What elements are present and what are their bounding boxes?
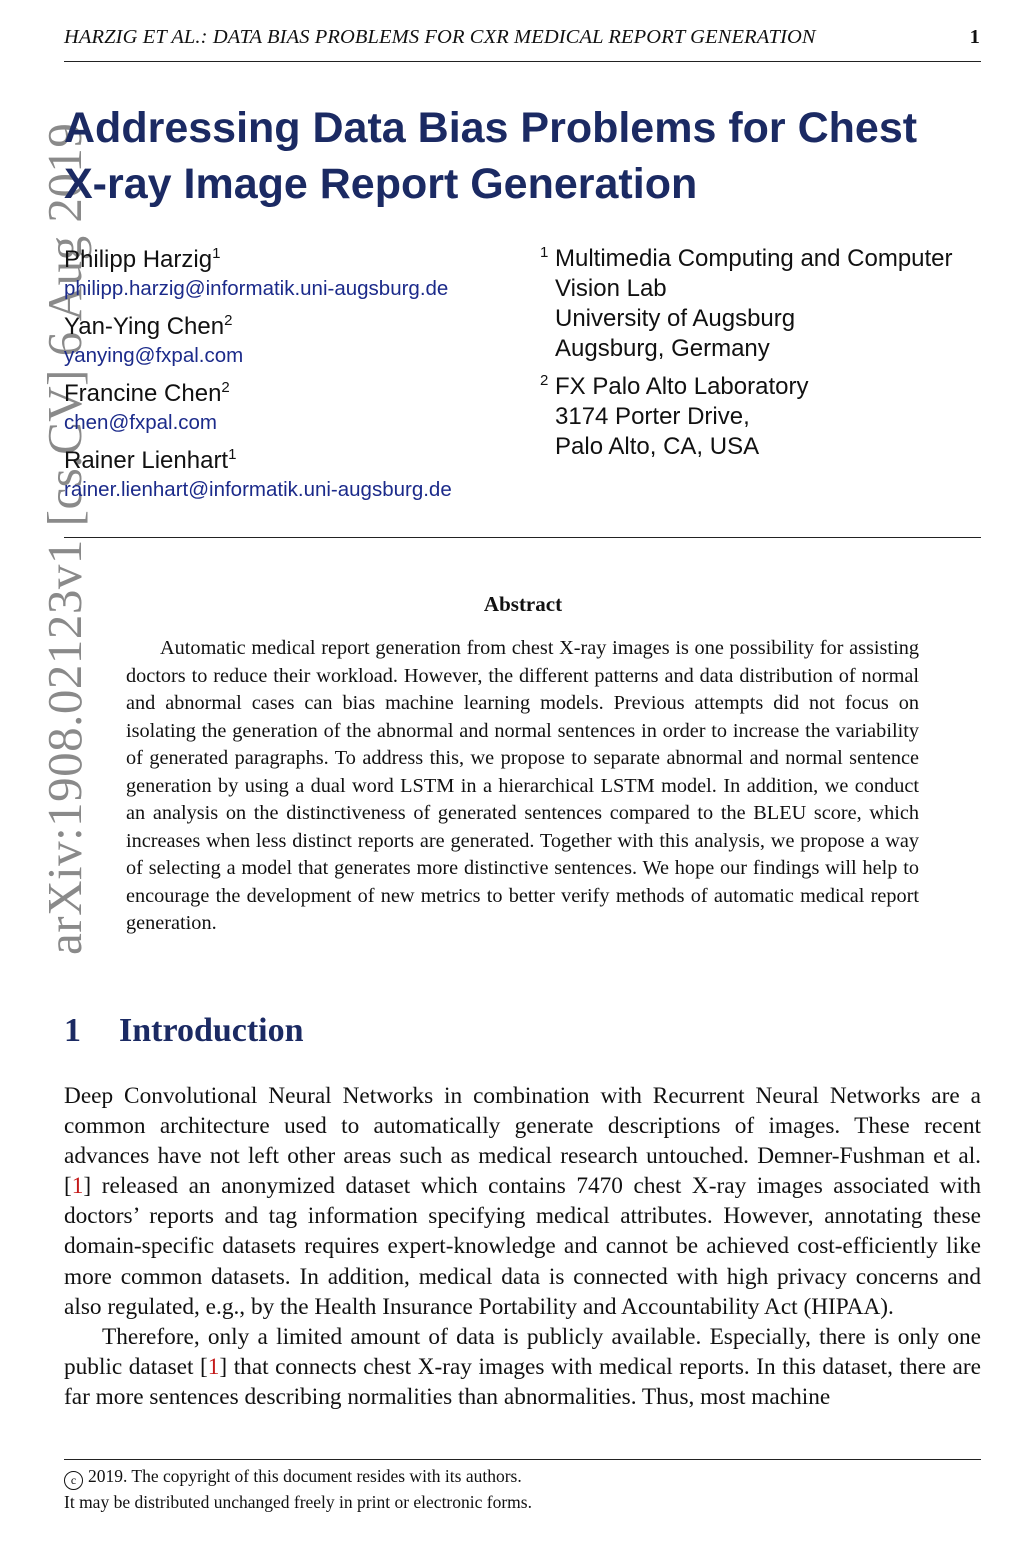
paper-title xyxy=(64,100,964,212)
citation-link[interactable]: 1 xyxy=(71,1173,84,1200)
author-name: Philipp Harzig$^1$ xyxy=(64,245,221,273)
section-heading xyxy=(64,1012,964,1050)
author-email-link[interactable]: chen@fxpal.com xyxy=(64,411,217,434)
affiliation: 1 Multimedia Computing and Computer Vision Lab University of Augsburg Augsburg, Germany xyxy=(540,244,953,362)
arxiv-stamp: arXiv:1908.02123v1 [cs.CV] 6 Aug 2019 xyxy=(37,122,92,955)
section-title: Introduction xyxy=(119,1012,304,1049)
author-name: Rainer Lienhart$^1$ xyxy=(64,446,237,474)
author-email-link[interactable]: yanying@fxpal.com xyxy=(64,344,244,367)
affiliation: 2 FX Palo Alto Laboratory 3174 Porter Drive, Palo Alto, CA, USA xyxy=(540,372,809,460)
author-list xyxy=(64,244,534,512)
author-email-link[interactable]: philipp.harzig@informatik.uni-augsburg.de xyxy=(64,277,449,300)
abstract-body: Automatic medical report generation from chest X-ray images is one possibility for assisting doctors to reduce their workload. However, the different patterns and data distribution of normal and abnormal cases can bias machine learning models. Previous attempts did not focus on isolating the generation of the abnormal and normal sentences in order to increase the variability of generated paragraphs. To address this, we propose to separate abnormal and normal sentence generation by using a dual word LSTM in a hierarchical LSTM model. In addition, we conduct an analysis on the distinctiveness of generated sentences compared to the BLEU score, which increases when less distinct reports are generated. Together with this analysis, we propose a way of selecting a model that generates more distinctive sentences. We hope our findings will help to encourage the development of new metrics to better verify methods of automatic medical report generation. xyxy=(126,637,919,934)
page-number: 1 xyxy=(969,26,980,48)
intro-body xyxy=(64,1081,981,1412)
footer-rule xyxy=(64,1459,981,1460)
author-name: Yan-Ying Chen$^2$ xyxy=(64,312,233,340)
running-header xyxy=(64,26,980,54)
running-title: HARZIG ET AL.: DATA BIAS PROBLEMS FOR CXR MEDICAL REPORT GENERATION xyxy=(64,26,816,48)
copyright-footer: c 2019. The copyright of this document resides with its authors. It may be distributed unchanged freely in print or electronic forms. xyxy=(64,1466,532,1512)
paragraph: Therefore, only a limited amount of data is publicly available. Especially, there is only one public dataset [1] that connects chest X-ray images with medical reports. In this dataset, there are far more sentences describing normalities than abnormalities. Thus, most machine xyxy=(64,1323,981,1410)
affiliation-list xyxy=(540,244,980,470)
author-name: Francine Chen$^2$ xyxy=(64,379,230,407)
title-line-2: X-ray Image Report Generation xyxy=(64,160,698,208)
citation-link[interactable]: 1 xyxy=(207,1353,220,1380)
copyright-icon: c xyxy=(64,1471,83,1490)
header-rule xyxy=(64,61,981,62)
paragraph: Deep Convolutional Neural Networks in combination with Recurrent Neural Networks are a common architecture used to automatically generate descriptions of images. These recent advances have not left other areas such as medical research untouched. Demner-Fushman et al. [1] released an anonymized dataset which contains 7470 chest X-ray images associated with doctors’ reports and tag information specifying medical attributes. However, annotating these domain-specific datasets requires expert-knowledge and cannot be achieved cost-efficiently like more common datasets. In addition, medical data is connected with high privacy concerns and also regulated, e.g., by the Health Insurance Portability and Accountability Act (HIPAA). xyxy=(64,1083,981,1320)
section-number: 1 xyxy=(64,1012,81,1049)
title-block-rule xyxy=(64,537,981,538)
author-email-link[interactable]: rainer.lienhart@informatik.uni-augsburg.de xyxy=(64,478,452,501)
abstract-heading: Abstract xyxy=(483,592,563,616)
title-line-1: Addressing Data Bias Problems for Chest xyxy=(64,104,918,152)
